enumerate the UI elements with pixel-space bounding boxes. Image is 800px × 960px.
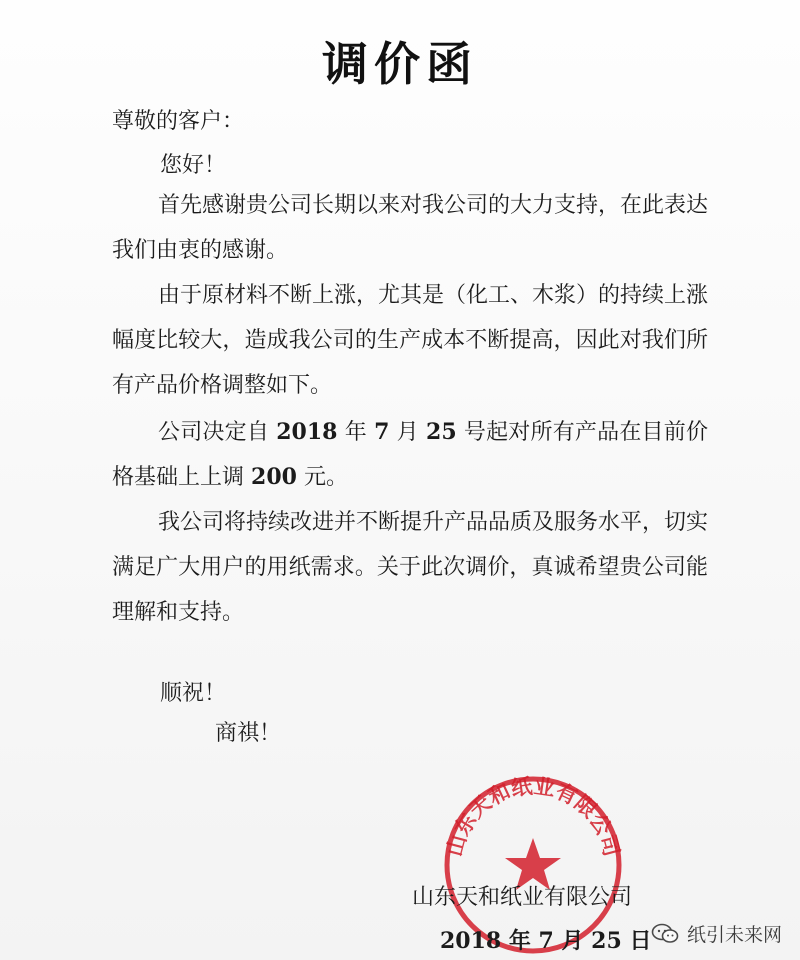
watermark bbox=[651, 920, 782, 947]
adjustment-text-1: 公司决定自 bbox=[158, 420, 270, 445]
paragraph-price-adjustment bbox=[112, 410, 708, 500]
seal-text: 山东天和纸业有限公司 bbox=[442, 774, 624, 859]
paragraph-reason: 由于原材料不断上涨，尤其是（化工、木浆）的持续上涨幅度比较大，造成我公司的生产成本不断提高，因此对我们所有产品价格调整如下。 bbox=[112, 283, 709, 398]
adjustment-month: 7 bbox=[374, 419, 390, 445]
letter-title: 调价函 bbox=[322, 37, 478, 91]
company-name: 山东天和纸业有限公司 bbox=[412, 885, 633, 910]
paragraph-thanks: 首先感谢贵公司长期以来对我公司的大力支持，在此表达我们由衷的感谢。 bbox=[112, 193, 709, 263]
hello-line: 您好！ bbox=[160, 153, 227, 178]
greeting-line: 尊敬的客户： bbox=[112, 109, 245, 134]
adjustment-year: 2018 bbox=[276, 419, 338, 445]
letter-date: 2018 年 7 月 25 日 bbox=[440, 928, 652, 954]
adjustment-text-5: 元。 bbox=[303, 465, 348, 490]
closing-wishes: 顺祝！ bbox=[160, 681, 227, 706]
adjustment-day: 25 bbox=[426, 419, 457, 445]
adjustment-text-2: 年 bbox=[344, 420, 367, 445]
adjustment-text-3: 月 bbox=[396, 420, 419, 445]
adjustment-amount: 200 bbox=[251, 464, 297, 490]
wechat-icon bbox=[651, 923, 679, 945]
closing-regards: 商祺！ bbox=[215, 721, 282, 746]
paragraph-commitment: 我公司将持续改进并不断提升产品品质及服务水平，切实满足广大用户的用纸需求。关于此次调价，真诚希望贵公司能理解和支持。 bbox=[112, 510, 709, 625]
adjustment-text-4: 号起对所有产品在目前价格基础上上调 bbox=[112, 420, 708, 490]
watermark-text: 纸引未来网 bbox=[686, 924, 782, 946]
